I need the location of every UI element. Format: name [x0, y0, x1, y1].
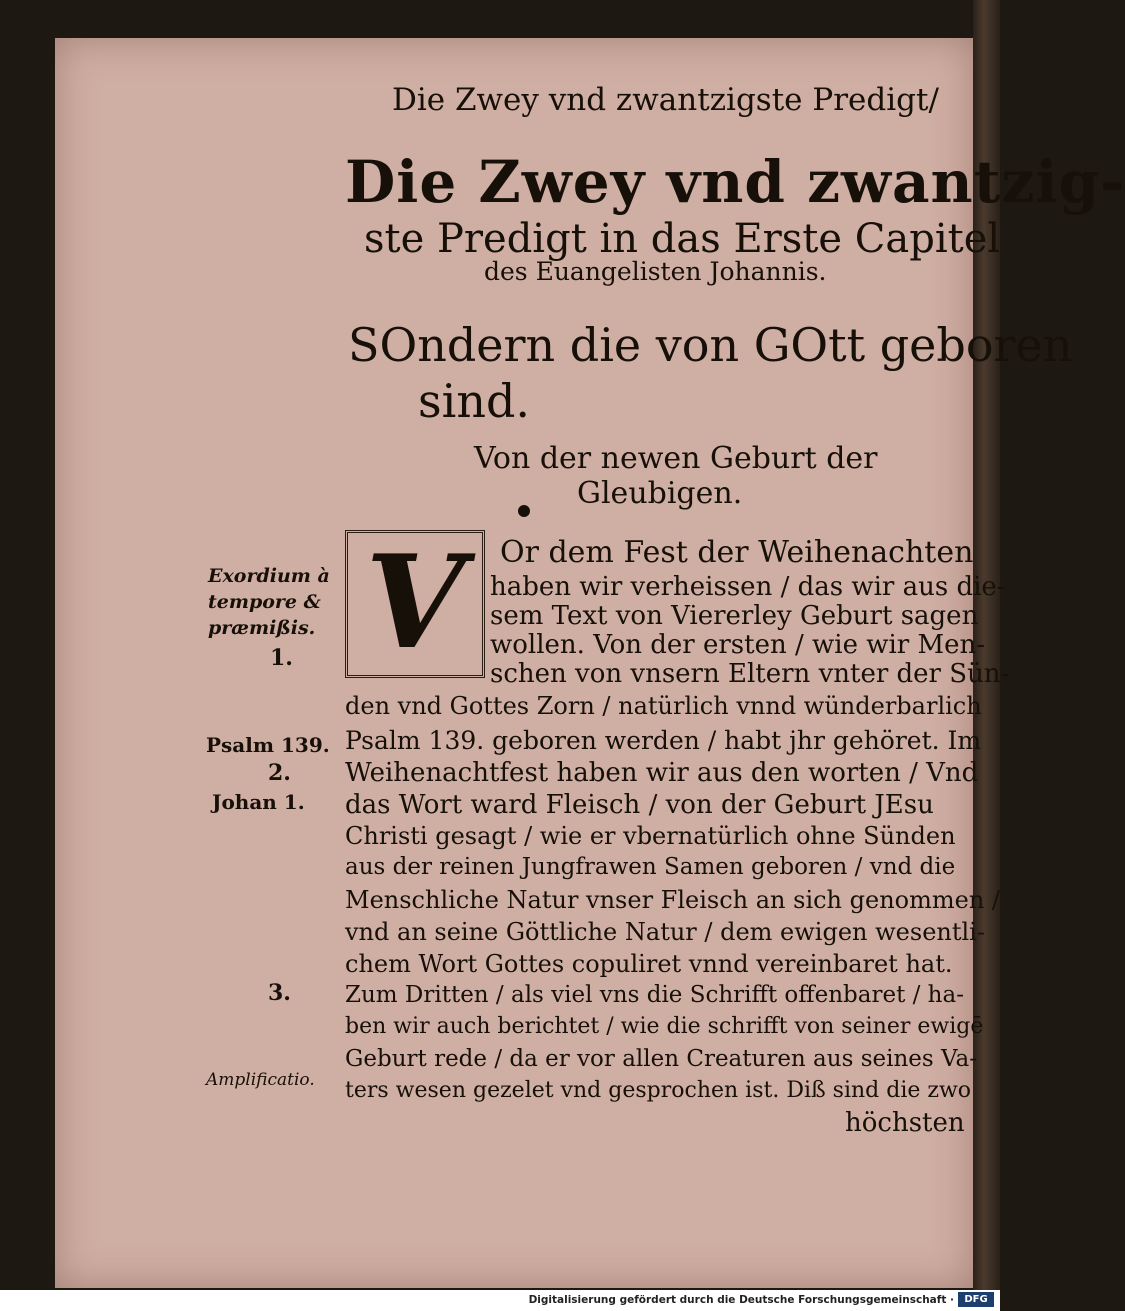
- body-line: ben wir auch berichtet / wie die schrifft von seiner ewigē: [345, 1014, 984, 1039]
- lemma-line-2: sind.: [418, 374, 531, 428]
- body-line: vnd an seine Göttliche Natur / dem ewigen wesentli-: [345, 918, 985, 946]
- body-line: Christi gesagt / wie er vbernatürlich ohne Sünden: [345, 822, 956, 850]
- body-line: Or dem Fest der Weihenachten: [500, 535, 974, 570]
- margin-note-exordium-3: præmißis.: [208, 617, 316, 639]
- sermon-title-line-3: des Euangelisten Johannis.: [484, 257, 827, 286]
- margin-note-psalm: Psalm 139.: [206, 733, 330, 757]
- digitization-credit: Digitalisierung gefördert durch die Deutsche Forschungsgemeinschaft ·: [528, 1294, 954, 1306]
- subtitle-line-2: Gleubigen.: [577, 476, 743, 511]
- running-header: Die Zwey vnd zwantzigste Predigt/: [392, 82, 939, 118]
- section-number-3: 3.: [268, 980, 291, 1006]
- bullet-dot: [518, 505, 530, 517]
- body-line: Geburt rede / da er vor allen Creaturen aus seines Va-: [345, 1046, 977, 1072]
- body-line: wollen. Von der ersten / wie wir Men-: [490, 630, 986, 660]
- decorated-initial: V: [345, 530, 485, 678]
- body-line: ters wesen gezelet vnd gesprochen ist. Diß sind die zwo: [345, 1078, 972, 1103]
- body-line: den vnd Gottes Zorn / natürlich vnnd wünderbarlich: [345, 692, 982, 720]
- body-line: haben wir verheissen / das wir aus die-: [490, 572, 1006, 602]
- subtitle-line-1: Von der newen Geburt der: [474, 441, 878, 476]
- margin-note-exordium-1: Exordium à: [208, 565, 330, 587]
- body-line: chem Wort Gottes copuliret vnnd vereinbaret hat.: [345, 950, 953, 978]
- sermon-title-line-2: ste Predigt in das Erste Capitel: [364, 216, 1001, 262]
- body-line: Zum Dritten / als viel vns die Schrifft offenbaret / ha-: [345, 982, 964, 1008]
- margin-note-amplificatio: Amplificatio.: [206, 1070, 315, 1090]
- section-number-1: 1.: [270, 645, 293, 671]
- body-line: aus der reinen Jungfrawen Samen geboren / vnd die: [345, 854, 956, 880]
- dfg-logo: DFG: [958, 1292, 994, 1307]
- body-line: schen von vnsern Eltern vnter der Sün-: [490, 659, 1010, 689]
- margin-note-johan: Johan 1.: [212, 790, 305, 814]
- sermon-title-line-1: Die Zwey vnd zwantzig-: [345, 148, 1125, 216]
- section-number-2: 2.: [268, 760, 291, 786]
- body-line: das Wort ward Fleisch / von der Geburt JEsu: [345, 790, 934, 820]
- margin-note-exordium-2: tempore &: [208, 591, 321, 613]
- body-line: Psalm 139. geboren werden / habt jhr gehöret. Im: [345, 726, 982, 755]
- body-line: Weihenachtfest haben wir aus den worten / Vnd: [345, 758, 979, 788]
- body-line: Menschliche Natur vnser Fleisch an sich genommen /: [345, 886, 1001, 914]
- body-line: sem Text von Viererley Geburt sagen: [490, 601, 979, 631]
- catchword: höchsten: [845, 1108, 965, 1138]
- lemma-line-1: SOndern die von GOtt geboren: [348, 318, 1073, 372]
